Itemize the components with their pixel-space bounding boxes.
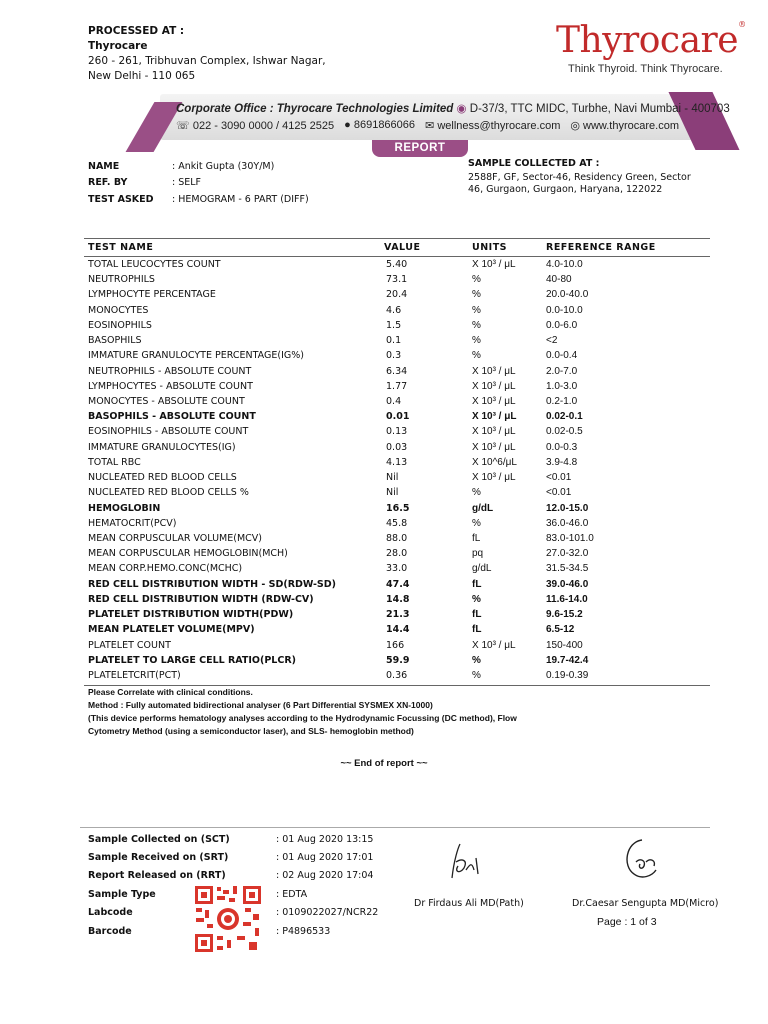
value-cell: 14.4 [386, 624, 410, 636]
reference-range-cell: 2.0-7.0 [546, 365, 578, 377]
table-row [88, 472, 708, 487]
table-row [88, 320, 708, 335]
processed-at-label: PROCESSED AT : [88, 25, 185, 37]
test-name-cell: HEMATOCRIT(PCV) [88, 517, 177, 529]
value-cell: 0.3 [386, 350, 402, 362]
reference-range-cell: 6.5-12 [546, 624, 575, 636]
name-value: : Ankit Gupta (30Y/M) [172, 161, 275, 172]
reference-range-cell: 0.02-0.5 [546, 426, 583, 438]
units-cell: fL [472, 624, 482, 636]
test-name-cell: PLATELET COUNT [88, 639, 171, 651]
value-cell: Nil [386, 472, 399, 484]
value-cell: 6.34 [386, 365, 408, 377]
method-notes [88, 686, 688, 738]
reference-range-cell: 0.02-0.1 [546, 411, 583, 423]
corporate-email: wellness@thyrocare.com [437, 120, 561, 132]
lab-address-line2: New Delhi - 110 065 [88, 70, 196, 82]
value-cell: 0.01 [386, 411, 410, 423]
sample-collected-at-label: SAMPLE COLLECTED AT : [468, 158, 600, 169]
sample-info-value: : 02 Aug 2020 17:04 [276, 870, 374, 881]
table-row [88, 381, 708, 396]
units-cell: X 10³ / μL [472, 426, 516, 438]
sample-info-value: : P4896533 [276, 926, 331, 937]
units-cell: % [472, 335, 481, 347]
units-cell: % [472, 593, 481, 605]
ref-by-value: : SELF [172, 177, 202, 188]
processed-at-block [88, 24, 326, 84]
value-cell: 166 [386, 639, 405, 651]
units-cell: % [472, 289, 481, 301]
reference-range-cell: <0.01 [546, 487, 572, 499]
table-row [88, 533, 708, 548]
test-name-cell: NEUTROPHILS - ABSOLUTE COUNT [88, 365, 252, 377]
location-pin-icon: ◉ [456, 103, 467, 115]
email-icon: ✉ [425, 120, 435, 132]
whatsapp-icon: ● [344, 119, 351, 131]
value-cell: 28.0 [386, 548, 408, 560]
reference-range-cell: 39.0-46.0 [546, 578, 589, 590]
reference-range-cell: 1.0-3.0 [546, 380, 578, 392]
reference-range-cell: 150-400 [546, 639, 583, 651]
reference-range-cell: 19.7-42.4 [546, 654, 589, 666]
col-value: VALUE [384, 242, 421, 253]
note-line-3: (This device performs hematology analyses according to the Hydrodynamic Focussing (DC method), Flow [88, 713, 517, 723]
table-row [88, 442, 708, 457]
value-cell: 73.1 [386, 274, 408, 286]
units-cell: % [472, 669, 481, 681]
sample-collected-at-line2: 46, Gurgaon, Gurgaon, Haryana, 122022 [468, 184, 663, 195]
reference-range-cell: 0.19-0.39 [546, 669, 589, 681]
banner-left-stripe [126, 102, 183, 152]
value-cell: 0.03 [386, 441, 408, 453]
test-name-cell: EOSINOPHILS [88, 319, 152, 331]
name-label: NAME [88, 161, 120, 172]
reference-range-cell: 83.0-101.0 [546, 532, 594, 544]
reference-range-cell: 20.0-40.0 [546, 289, 589, 301]
reference-range-cell: 0.2-1.0 [546, 395, 578, 407]
table-row [88, 259, 708, 274]
table-row [88, 305, 708, 320]
value-cell: 1.5 [386, 319, 402, 331]
value-cell: 0.13 [386, 426, 408, 438]
table-row [88, 335, 708, 350]
table-row [88, 640, 708, 655]
table-row [88, 274, 708, 289]
value-cell: 4.6 [386, 304, 402, 316]
units-cell: % [472, 304, 481, 316]
units-cell: fL [472, 609, 482, 621]
reference-range-cell: 0.0-0.3 [546, 441, 578, 453]
sample-collected-at [468, 158, 718, 196]
corporate-address: D-37/3, TTC MIDC, Turbhe, Navi Mumbai - 400703 [469, 103, 730, 115]
units-cell: % [472, 350, 481, 362]
table-row [88, 579, 708, 594]
table-row [88, 457, 708, 472]
page-number: Page : 1 of 3 [597, 916, 657, 928]
reference-range-cell: 12.0-15.0 [546, 502, 589, 514]
units-cell: g/dL [472, 563, 492, 575]
table-row [88, 548, 708, 563]
col-units: UNITS [472, 242, 508, 253]
test-name-cell: RED CELL DISTRIBUTION WIDTH - SD(RDW-SD) [88, 578, 336, 590]
reference-range-cell: 9.6-15.2 [546, 609, 583, 621]
table-row [88, 518, 708, 533]
value-cell: 1.77 [386, 380, 408, 392]
sample-info-value: : 0109022027/NCR22 [276, 907, 379, 918]
sample-info-value: : 01 Aug 2020 13:15 [276, 834, 374, 845]
test-name-cell: NUCLEATED RED BLOOD CELLS % [88, 487, 249, 499]
sample-collected-at-line1: 2588F, GF, Sector-46, Residency Green, Sector [468, 172, 691, 183]
reference-range-cell: 0.0-10.0 [546, 304, 583, 316]
value-cell: 47.4 [386, 578, 410, 590]
value-cell: 14.8 [386, 593, 410, 605]
table-row [88, 670, 708, 685]
value-cell: 4.13 [386, 456, 408, 468]
units-cell: X 10³ / μL [472, 259, 516, 270]
units-cell: pq [472, 548, 484, 560]
table-row [88, 350, 708, 365]
sample-info-label: Sample Type [88, 889, 156, 900]
value-cell: 88.0 [386, 532, 408, 544]
corporate-whatsapp: 8691866066 [353, 119, 416, 131]
reference-range-cell: <2 [546, 335, 558, 347]
units-cell: g/dL [472, 502, 494, 514]
sample-info-label: Report Released on (RRT) [88, 870, 226, 881]
test-name-cell: EOSINOPHILS - ABSOLUTE COUNT [88, 426, 249, 438]
reference-range-cell: 11.6-14.0 [546, 593, 588, 605]
table-row [88, 289, 708, 304]
doctor-2-name: Dr.Caesar Sengupta MD(Micro) [572, 898, 719, 909]
value-cell: 0.4 [386, 395, 402, 407]
table-header-rule [84, 256, 710, 257]
reference-range-cell: 31.5-34.5 [546, 563, 589, 575]
test-name-cell: TOTAL RBC [88, 456, 141, 468]
signature-caesar-sengupta [612, 832, 672, 888]
test-name-cell: MONOCYTES [88, 304, 149, 316]
test-name-cell: MEAN CORPUSCULAR VOLUME(MCV) [88, 532, 262, 544]
sample-info-value: : EDTA [276, 889, 308, 900]
ref-by-label: REF. BY [88, 177, 128, 188]
value-cell: 33.0 [386, 563, 408, 575]
test-name-cell: HEMOGLOBIN [88, 502, 161, 514]
units-cell: X 10³ / μL [472, 639, 516, 651]
table-row [88, 366, 708, 381]
test-name-cell: IMMATURE GRANULOCYTE PERCENTAGE(IG%) [88, 350, 304, 362]
signature-firdaus-ali [438, 840, 494, 886]
table-row [88, 609, 708, 624]
reference-range-cell: 0.0-0.4 [546, 350, 578, 362]
doctor-1-name: Dr Firdaus Ali MD(Path) [414, 898, 524, 909]
test-name-cell: RED CELL DISTRIBUTION WIDTH (RDW-CV) [88, 593, 314, 605]
table-row [88, 624, 708, 639]
test-name-cell: MEAN CORPUSCULAR HEMOGLOBIN(MCH) [88, 548, 288, 560]
table-row [88, 563, 708, 578]
sample-info-label: Barcode [88, 926, 132, 937]
logo-tagline: Think Thyroid. Think Thyrocare. [568, 63, 723, 75]
test-name-cell: NUCLEATED RED BLOOD CELLS [88, 472, 237, 484]
value-cell: 20.4 [386, 289, 408, 301]
corporate-banner [160, 94, 730, 140]
units-cell: % [472, 274, 481, 286]
qr-code-icon [193, 884, 263, 954]
test-name-cell: PLATELETCRIT(PCT) [88, 669, 181, 681]
test-name-cell: BASOPHILS [88, 335, 142, 347]
units-cell: X 10³ / μL [472, 411, 517, 423]
table-row [88, 655, 708, 670]
value-cell: 59.9 [386, 654, 410, 666]
value-cell: 21.3 [386, 609, 410, 621]
units-cell: X 10³ / μL [472, 365, 516, 377]
test-asked-value: : HEMOGRAM - 6 PART (DIFF) [172, 194, 309, 205]
sample-info-label: Labcode [88, 907, 133, 918]
value-cell: 5.40 [386, 259, 408, 270]
value-cell: 16.5 [386, 502, 410, 514]
report-tab-label: REPORT [372, 140, 468, 157]
note-line-4: Cytometry Method (using a semiconductor laser), and SLS- hemoglobin method) [88, 726, 414, 736]
phone-icon: ☏ [176, 120, 190, 132]
reference-range-cell: 40-80 [546, 274, 572, 286]
reference-range-cell: 0.0-6.0 [546, 319, 578, 331]
reference-range-cell: 4.0-10.0 [546, 259, 583, 270]
footer-rule [80, 827, 710, 828]
table-top-rule [84, 238, 710, 239]
corporate-office-label: Corporate Office : Thyrocare Technologies Limited [176, 103, 454, 115]
corporate-phone: 022 - 3090 0000 / 4125 2525 [192, 120, 335, 132]
table-row [88, 503, 708, 518]
test-name-cell: MONOCYTES - ABSOLUTE COUNT [88, 395, 245, 407]
lab-name: Thyrocare [88, 40, 148, 52]
note-line-1: Please Correlate with clinical conditions. [88, 687, 253, 697]
col-reference-range: REFERENCE RANGE [546, 242, 656, 253]
sample-info-label: Sample Collected on (SCT) [88, 834, 230, 845]
globe-icon: ◎ [570, 120, 580, 132]
sample-info-value: : 01 Aug 2020 17:01 [276, 852, 374, 863]
table-row [88, 487, 708, 502]
test-name-cell: LYMPHOCYTE PERCENTAGE [88, 289, 216, 301]
units-cell: X 10³ / μL [472, 472, 516, 484]
test-name-cell: TOTAL LEUCOCYTES COUNT [88, 259, 221, 270]
test-asked-label: TEST ASKED [88, 194, 154, 205]
test-name-cell: NEUTROPHILS [88, 274, 155, 286]
units-cell: % [472, 517, 481, 529]
units-cell: X 10³ / μL [472, 380, 516, 392]
test-name-cell: BASOPHILS - ABSOLUTE COUNT [88, 411, 256, 423]
units-cell: X 10³ / μL [472, 441, 516, 453]
corporate-website: www.thyrocare.com [583, 120, 680, 132]
table-row [88, 411, 708, 426]
table-row [88, 426, 708, 441]
logo-text: Thyrocare [556, 20, 739, 61]
lab-address-line1: 260 - 261, Tribhuvan Complex, Ishwar Nagar, [88, 55, 326, 67]
reference-range-cell: 36.0-46.0 [546, 517, 589, 529]
units-cell: % [472, 654, 481, 666]
table-row [88, 594, 708, 609]
units-cell: % [472, 487, 481, 499]
thyrocare-logo: Thyrocare® Think Thyroid. Think Thyrocare. [556, 20, 746, 75]
test-name-cell: LYMPHOCYTES - ABSOLUTE COUNT [88, 380, 253, 392]
test-name-cell: MEAN CORP.HEMO.CONC(MCHC) [88, 563, 243, 575]
value-cell: 0.36 [386, 669, 408, 681]
units-cell: X 10^6/μL [472, 456, 517, 468]
sample-info-label: Sample Received on (SRT) [88, 852, 229, 863]
table-row [88, 396, 708, 411]
test-name-cell: MEAN PLATELET VOLUME(MPV) [88, 624, 255, 636]
col-test-name: TEST NAME [88, 242, 154, 253]
reference-range-cell: 27.0-32.0 [546, 548, 589, 560]
reference-range-cell: <0.01 [546, 472, 572, 484]
reference-range-cell: 3.9-4.8 [546, 456, 578, 468]
value-cell: 0.1 [386, 335, 402, 347]
test-name-cell: IMMATURE GRANULOCYTES(IG) [88, 441, 236, 453]
value-cell: 45.8 [386, 517, 408, 529]
note-line-2: Method : Fully automated bidirectional analyser (6 Part Differential SYSMEX XN-1000) [88, 700, 433, 710]
end-of-report: ~~ End of report ~~ [340, 758, 428, 769]
units-cell: fL [472, 578, 482, 590]
table-header-row [88, 242, 708, 257]
test-name-cell: PLATELET DISTRIBUTION WIDTH(PDW) [88, 609, 294, 621]
units-cell: % [472, 319, 481, 331]
units-cell: fL [472, 532, 481, 544]
value-cell: Nil [386, 487, 399, 499]
units-cell: X 10³ / μL [472, 395, 516, 407]
test-name-cell: PLATELET TO LARGE CELL RATIO(PLCR) [88, 654, 296, 666]
